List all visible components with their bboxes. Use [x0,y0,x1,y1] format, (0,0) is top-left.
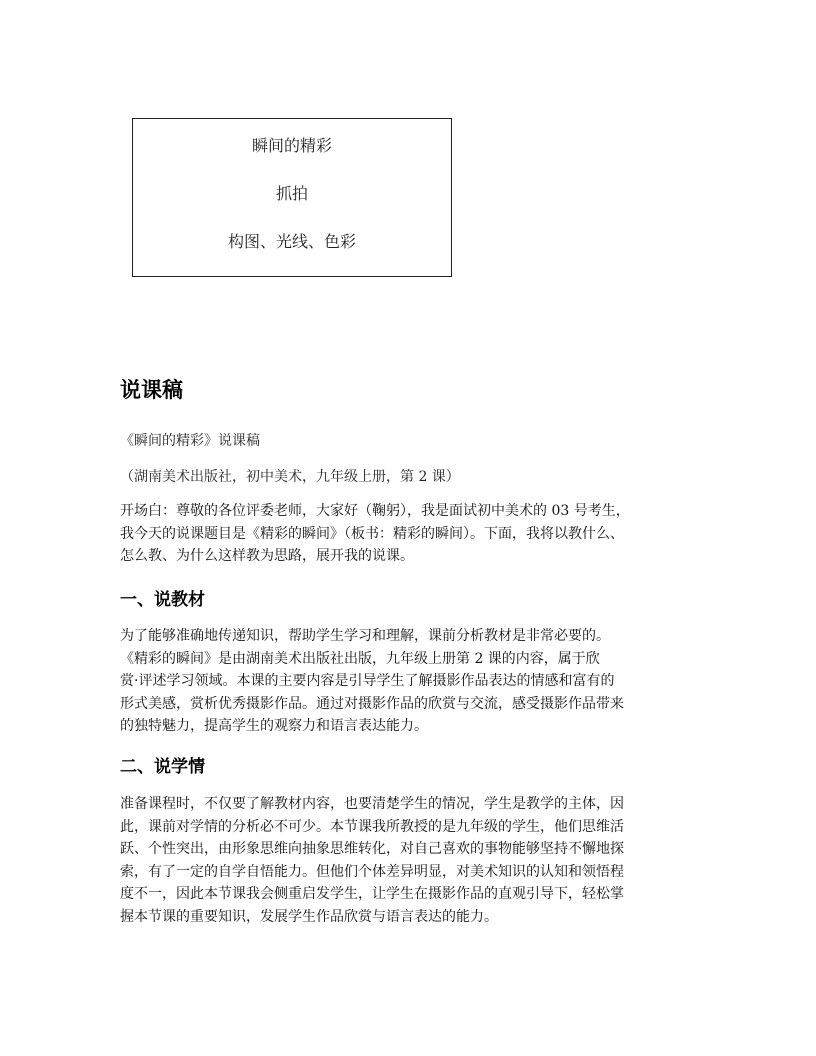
students-paragraph [120,793,710,928]
publisher-info: （湖南美术出版社，初中美术，九年级上册，第 2 课） [120,469,460,485]
blackboard-box [132,118,452,277]
paragraph-line: 为了能够准确地传递知识，帮助学生学习和理解，课前分析教材是非常必要的。 [120,628,610,644]
board-line-2: 抓拍 [275,184,308,203]
paragraph-line: 准备课程时，不仅要了解教材内容，也要清楚学生的情况，学生是教学的主体，因 [120,796,624,812]
section-heading-textbook: 一、说教材 [120,590,205,610]
paragraph-line: 度不一，因此本节课我会侧重启发学生，让学生在摄影作品的直观引导下，轻松掌 [120,886,624,902]
textbook-paragraph [120,625,710,738]
paragraph-line: 形式美感，赏析优秀摄影作品。通过对摄影作品的欣赏与交流，感受摄影作品带来 [120,695,624,712]
paragraph-line: 怎么教、为什么这样教为思路，展开我的说课。 [120,548,414,564]
paragraph-line: 此，课前对学情的分析必不可少。本节课我所教授的是九年级的学生，他们思维活 [120,818,624,835]
paragraph-line: 握本节课的重要知识，发展学生作品欣赏与语言表达的能力。 [120,908,498,925]
board-line-3: 构图、光线、色彩 [227,232,356,251]
paragraph-line: 的独特魅力，提高学生的观察力和语言表达能力。 [120,718,428,734]
paragraph-line: 开场白：尊敬的各位评委老师，大家好（鞠躬），我是面试初中美术的 03 号考生， [120,503,630,519]
paragraph-line: 我今天的说课题目是《精彩的瞬间》（板书：精彩的瞬间）。下面，我将以教什么、 [120,525,624,542]
paragraph-line: 赏·评述学习领域。本课的主要内容是引导学生了解摄影作品表达的情感和富有的 [120,673,615,689]
document-title: 说课稿 [120,378,183,402]
lesson-subtitle: 《瞬间的精彩》说课稿 [120,433,260,449]
paragraph-line: 《精彩的瞬间》是由湖南美术出版社出版，九年级上册第 2 课的内容，属于欣 [120,650,600,667]
paragraph-line: 索，有了一定的自学自悟能力。但他们个体差异明显，对美术知识的认知和领悟程 [120,863,624,880]
opening-paragraph [120,500,710,568]
paragraph-line: 跃、个性突出，由形象思维向抽象思维转化，对自己喜欢的事物能够坚持不懈地探 [120,841,624,857]
board-line-1: 瞬间的精彩 [251,136,332,155]
section-heading-students: 二、说学情 [120,757,205,777]
